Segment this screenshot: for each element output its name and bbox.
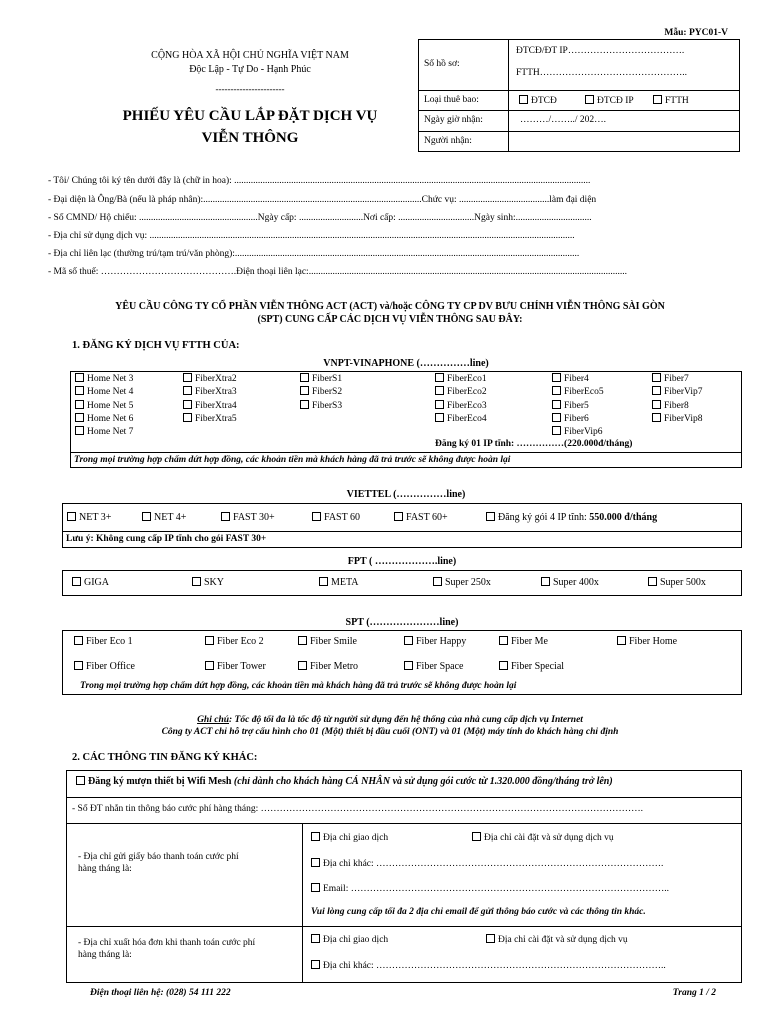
checkbox-icon[interactable] [300, 373, 309, 382]
option-fibereco4[interactable] [435, 413, 487, 424]
option-fibers1[interactable] [300, 373, 342, 384]
checkbox-icon[interactable] [435, 386, 444, 395]
option-fibereco5[interactable] [552, 386, 604, 397]
checkbox-icon[interactable] [183, 413, 192, 422]
option-fiber5[interactable] [552, 400, 589, 411]
option-net-3plus[interactable] [67, 512, 111, 523]
option-fibervip8[interactable] [652, 413, 702, 424]
option-label: Email: ……………………………………………………………………………………….. [323, 884, 669, 894]
ghi-chu-text: : Tốc độ tối đa là tốc độ từ người sử dụng đến hệ thống của nhà cung cấp dịch vụ Internet [229, 715, 583, 725]
option-fast-60plus[interactable] [394, 512, 448, 523]
option-label: SKY [204, 577, 225, 588]
ghi-chu-line1 [40, 715, 740, 725]
checkbox-icon[interactable] [311, 960, 320, 969]
checkbox-icon[interactable] [319, 577, 328, 586]
wifi-mesh-label: Đăng ký mượn thiết bị Wifi Mesh [88, 776, 232, 787]
request-heading: YÊU CẦU CÔNG TY CỔ PHẦN VIỄN THÔNG ACT (ACT) và/hoặc CÔNG TY CP DV BƯU CHÍNH VIỄN THÔNG SÀI GÒN [115, 301, 665, 312]
option-fiber-home[interactable] [617, 636, 677, 647]
option-net-4plus[interactable] [142, 512, 186, 523]
fpt-title: FPT ( ……………….line) [347, 556, 457, 567]
option-label: Địa chỉ giao dịch [323, 833, 389, 843]
option-label: Fiber Eco 1 [86, 636, 133, 647]
option-label: Fiber8 [664, 401, 689, 411]
field-id-card[interactable]: - Số CMND/ Hộ chiếu: ..................................................Ngày cấp: ...........................Nơi cấp: ................................Ngày sinh:................................ [48, 213, 592, 223]
form-code: Mẫu: PYC01-V [664, 28, 728, 38]
option-fiber-office[interactable] [74, 661, 135, 672]
option-fibers3[interactable] [300, 400, 342, 411]
checkbox-icon[interactable] [486, 512, 495, 521]
checkbox-icon[interactable] [74, 636, 83, 645]
option-label: FiberVip8 [664, 414, 703, 424]
checkbox-icon[interactable] [300, 386, 309, 395]
option-label: Địa chỉ khác: ……………………………………………………………………………….. [323, 961, 666, 971]
checkbox-icon[interactable] [311, 858, 320, 867]
checkbox-icon[interactable] [472, 832, 481, 841]
option-label: Địa chỉ khác: ………………………………………………………………………………. [323, 859, 664, 869]
invoice-option-other[interactable] [311, 960, 666, 971]
option-fiber6[interactable] [552, 413, 589, 424]
option-fiber-me[interactable] [499, 636, 548, 647]
option-fiber-eco-1[interactable] [74, 636, 133, 647]
checkbox-dtcd[interactable] [519, 95, 557, 106]
field-contact-address[interactable]: - Địa chỉ liên lạc (thường trú/tạm trú/văn phòng):................................................................................................................................................. [48, 249, 580, 259]
checkbox-icon[interactable] [648, 577, 657, 586]
option-home-net-4[interactable] [75, 386, 133, 397]
option-home-net-3[interactable] [75, 373, 133, 384]
option-label: Fiber4 [564, 374, 589, 384]
page-title-line2: VIỄN THÔNG [201, 130, 299, 146]
checkbox-icon[interactable] [205, 636, 214, 645]
option-fibers2[interactable] [300, 386, 342, 397]
option-fast-30plus[interactable] [221, 512, 275, 523]
option-fibereco1[interactable] [435, 373, 487, 384]
option-label: Fiber Happy [416, 636, 467, 647]
invoice-option-install[interactable] [486, 934, 628, 945]
header-separator: ----------------------- [215, 84, 285, 94]
checkbox-icon[interactable] [394, 512, 403, 521]
billing-option-install[interactable] [472, 832, 614, 843]
option-label: FiberS3 [312, 401, 343, 411]
checkbox-icon[interactable] [653, 95, 662, 104]
checkbox-label: ĐTCĐ IP [597, 96, 634, 106]
vnpt-title: VNPT-VINAPHONE (……………line) [323, 358, 489, 369]
option-fibervip6[interactable] [552, 426, 602, 437]
checkbox-icon[interactable] [652, 413, 661, 422]
motto: Độc Lập - Tự Do - Hạnh Phúc [189, 64, 311, 75]
billing-option-transaction[interactable] [311, 832, 388, 843]
option-home-net-6[interactable] [75, 413, 133, 424]
checkbox-icon[interactable] [541, 577, 550, 586]
country-name: CỘNG HÒA XÃ HỘI CHỦ NGHĨA VIỆT NAM [151, 50, 349, 61]
option-fast-60[interactable] [312, 512, 360, 523]
option-label: Fiber5 [564, 401, 589, 411]
invoice-option-transaction[interactable] [311, 934, 388, 945]
option-fibereco3[interactable] [435, 400, 487, 411]
checkbox-dtcd-ip[interactable] [585, 95, 634, 106]
billing-option-email[interactable] [311, 883, 669, 894]
option-label: NET 4+ [154, 512, 187, 523]
option-label: Fiber6 [564, 414, 589, 424]
option-label: Home Net 3 [87, 374, 134, 384]
option-fiberxtra2[interactable] [183, 373, 237, 384]
option-label: Fiber Eco 2 [217, 636, 264, 647]
option-price: 550.000 đ/tháng [589, 512, 658, 523]
checkbox-icon[interactable] [311, 832, 320, 841]
checkbox-icon[interactable] [192, 577, 201, 586]
option-label: Super 500x [660, 577, 706, 588]
checkbox-icon[interactable] [312, 512, 321, 521]
option-giga[interactable] [72, 577, 109, 588]
invoice-address-label-2: hàng tháng là: [78, 950, 132, 960]
field-service-address[interactable]: - Địa chỉ sử dụng dịch vụ: ................................................................................................................................................................................... [48, 231, 575, 241]
checkbox-icon[interactable] [404, 636, 413, 645]
request-heading-line2: (SPT) CUNG CẤP CÁC DỊCH VỤ VIỄN THÔNG SAU ĐÂY: [257, 314, 523, 325]
option-label: Home Net 7 [87, 427, 134, 437]
option-label: GIGA [84, 577, 109, 588]
checkbox-icon[interactable] [183, 373, 192, 382]
option-fiber-special[interactable] [499, 661, 564, 672]
page-title: PHIẾU YÊU CẦU LẮP ĐẶT DỊCH VỤ [122, 108, 378, 124]
option-fibereco2[interactable] [435, 386, 487, 397]
checkbox-icon[interactable] [311, 883, 320, 892]
checkbox-icon[interactable] [183, 400, 192, 409]
checkbox-icon[interactable] [142, 512, 151, 521]
option-label: FiberS2 [312, 387, 343, 397]
checkbox-icon[interactable] [75, 400, 84, 409]
checkbox-icon[interactable] [652, 400, 661, 409]
option-fiber-metro[interactable] [298, 661, 358, 672]
vnpt-refund-note: Trong mọi trường hợp chấm dứt hợp đồng, các khoản tiền mà khách hàng đã trả trước sẽ không được hoàn lại [74, 455, 511, 465]
option-fibervip7[interactable] [652, 386, 702, 397]
viettel-note: Lưu ý: Không cung cấp IP tĩnh cho gói FAST 30+ [66, 534, 267, 544]
billing-email-note: Vui lòng cung cấp tối đa 2 địa chỉ email để gửi thông báo cước và các thông tin khác. [311, 907, 646, 917]
option-fiberxtra4[interactable] [183, 400, 237, 411]
so-ho-so-dtcd[interactable]: ĐTCĐ/ĐT IP………………………………. [516, 46, 685, 56]
checkbox-icon[interactable] [552, 373, 561, 382]
option-label: FAST 60 [324, 512, 361, 523]
ghi-chu-line2: Công ty ACT chỉ hỗ trợ cấu hình cho 01 (Một) thiết bị đầu cuối (ONT) và 01 (Một) máy tính do khách hàng chỉ định [161, 727, 619, 737]
option-fiber-eco-2[interactable] [205, 636, 264, 647]
option-fiber-happy[interactable] [404, 636, 466, 647]
option-super-400x[interactable] [541, 577, 599, 588]
checkbox-icon[interactable] [205, 661, 214, 670]
option-label: FiberXtra3 [195, 387, 237, 397]
checkbox-icon[interactable] [76, 776, 85, 785]
billing-address-label-2: hàng tháng là: [78, 864, 132, 874]
option-label: Địa chỉ cài đặt và sử dụng dịch vụ [498, 935, 628, 945]
checkbox-icon[interactable] [300, 400, 309, 409]
option-label: Địa chỉ cài đặt và sử dụng dịch vụ [484, 833, 614, 843]
option-label: FiberS1 [312, 374, 343, 384]
checkbox-icon[interactable] [183, 386, 192, 395]
option-label: Fiber Tower [217, 661, 266, 672]
wifi-mesh-option[interactable] [76, 776, 613, 787]
option-label: Fiber Smile [310, 636, 357, 647]
checkbox-icon[interactable] [486, 934, 495, 943]
checkbox-icon[interactable] [75, 386, 84, 395]
option-label: NET 3+ [79, 512, 112, 523]
ngay-gio-label: Ngày giờ nhận: [424, 115, 483, 125]
option-label: FiberVip7 [664, 387, 703, 397]
option-fiber8[interactable] [652, 400, 689, 411]
option-label: Home Net 6 [87, 414, 134, 424]
option-home-net-5[interactable] [75, 400, 133, 411]
checkbox-icon[interactable] [552, 400, 561, 409]
checkbox-label: ĐTCĐ [531, 96, 557, 106]
field-tax-phone[interactable]: - Mã số thuế: …………………………………….Điện thoại liên lạc:...................................................................................................................................... [48, 267, 627, 277]
checkbox-icon[interactable] [67, 512, 76, 521]
option-label: Fiber Space [416, 661, 464, 672]
option-label: Đăng ký gói 4 IP tĩnh: [498, 512, 590, 523]
so-ho-so-label: Số hồ sơ: [424, 59, 460, 69]
checkbox-icon[interactable] [75, 413, 84, 422]
option-fiber7[interactable] [652, 373, 689, 384]
so-ho-so-ftth[interactable]: FTTH……………………………………….. [516, 68, 687, 78]
checkbox-label: FTTH [665, 96, 689, 106]
option-label: Fiber Office [86, 661, 135, 672]
option-label: Fiber Me [511, 636, 548, 647]
option-label: Fiber Special [511, 661, 565, 672]
option-sky[interactable] [192, 577, 224, 588]
viettel-title: VIETTEL (……………line) [346, 489, 466, 500]
checkbox-icon[interactable] [435, 373, 444, 382]
option-fiberxtra5[interactable] [183, 413, 237, 424]
section2-title: 2. CÁC THÔNG TIN ĐĂNG KÝ KHÁC: [72, 752, 258, 763]
checkbox-icon[interactable] [298, 636, 307, 645]
billing-option-other[interactable] [311, 858, 663, 869]
invoice-address-label: - Địa chỉ xuất hóa đơn khi thanh toán cước phí [78, 938, 256, 948]
checkbox-icon[interactable] [435, 413, 444, 422]
option-fiberxtra3[interactable] [183, 386, 237, 397]
checkbox-icon[interactable] [552, 386, 561, 395]
option-super-250x[interactable] [433, 577, 491, 588]
checkbox-icon[interactable] [433, 577, 442, 586]
option-label: Home Net 4 [87, 387, 134, 397]
checkbox-icon[interactable] [74, 661, 83, 670]
checkbox-ftth[interactable] [653, 95, 689, 106]
checkbox-icon[interactable] [75, 373, 84, 382]
option-label: FiberXtra2 [195, 374, 237, 384]
option-super-500x[interactable] [648, 577, 706, 588]
checkbox-icon[interactable] [652, 386, 661, 395]
ngay-gio-field[interactable]: ………/……../ 202…. [520, 115, 607, 125]
option-label: Địa chỉ giao dịch [323, 935, 389, 945]
option-label: Home Net 5 [87, 401, 134, 411]
checkbox-icon[interactable] [585, 95, 594, 104]
checkbox-icon[interactable] [499, 636, 508, 645]
phone-notify-field[interactable]: - Số ĐT nhắn tin thông báo cước phí hàng tháng: …………………………………………………………………………………………………………. [72, 804, 643, 814]
option-label: FiberXtra5 [195, 414, 237, 424]
option-label: FAST 30+ [233, 512, 275, 523]
option-fiber-space[interactable] [404, 661, 464, 672]
option-fiber-tower[interactable] [205, 661, 266, 672]
option-label: FiberEco2 [447, 387, 487, 397]
checkbox-icon[interactable] [435, 400, 444, 409]
footer-page-number: Trang 1 / 2 [672, 988, 716, 998]
fpt-box [62, 570, 742, 596]
vnpt-box [70, 371, 742, 468]
option-label: Super 250x [445, 577, 491, 588]
option-label: FiberEco5 [564, 387, 604, 397]
option-label: Fiber Metro [310, 661, 359, 672]
billing-address-label: - Địa chỉ gửi giấy báo thanh toán cước phí [78, 852, 239, 862]
nguoi-nhan-label: Người nhận: [424, 136, 472, 146]
checkbox-icon[interactable] [519, 95, 528, 104]
ghi-chu-label: Ghi chú [197, 715, 230, 725]
option-4-static-ip[interactable] [486, 512, 657, 523]
wifi-mesh-note: (chỉ dành cho khách hàng CÁ NHÂN và sử dụng gói cước từ 1.320.000 đồng/tháng trở lên) [231, 776, 613, 787]
option-meta[interactable] [319, 577, 359, 588]
option-label: FiberEco1 [447, 374, 487, 384]
loai-thue-bao-label: Loại thuê bao: [424, 95, 479, 105]
option-label: FiberVip6 [564, 427, 603, 437]
section1-title: 1. ĐĂNG KÝ DỊCH VỤ FTTH CỦA: [72, 340, 240, 351]
checkbox-icon[interactable] [75, 426, 84, 435]
option-label: FiberXtra4 [195, 401, 237, 411]
checkbox-icon[interactable] [72, 577, 81, 586]
checkbox-icon[interactable] [652, 373, 661, 382]
spt-refund-note: Trong mọi trường hợp chấm dứt hợp đồng, các khoản tiền mà khách hàng đã trả trước sẽ không được hoàn lại [80, 681, 517, 691]
spt-title: SPT (…………………line) [345, 617, 459, 628]
option-label: Super 400x [553, 577, 599, 588]
option-label: FAST 60+ [406, 512, 448, 523]
option-label: FiberEco4 [447, 414, 487, 424]
option-label: Fiber7 [664, 374, 689, 384]
checkbox-icon[interactable] [298, 661, 307, 670]
vnpt-ip-note[interactable]: Đăng ký 01 IP tĩnh: ……………(220.000đ/tháng) [435, 439, 633, 449]
option-label: FiberEco3 [447, 401, 487, 411]
checkbox-icon[interactable] [552, 426, 561, 435]
option-fiber4[interactable] [552, 373, 589, 384]
option-label: META [331, 577, 359, 588]
checkbox-icon[interactable] [499, 661, 508, 670]
option-label: Fiber Home [629, 636, 678, 647]
checkbox-icon[interactable] [311, 934, 320, 943]
field-full-name[interactable]: - Tôi/ Chúng tôi ký tên dưới đây là (chữ in hoa): ...................................................................................................................................................... [48, 176, 591, 186]
section2-table [66, 770, 742, 983]
field-representative[interactable]: - Đại diện là Ông/Bà (nếu là pháp nhân):............................................................................................Chức vụ: ......................................làm đại diện [48, 195, 597, 205]
checkbox-icon[interactable] [221, 512, 230, 521]
checkbox-icon[interactable] [404, 661, 413, 670]
option-fiber-smile[interactable] [298, 636, 357, 647]
checkbox-icon[interactable] [617, 636, 626, 645]
option-home-net-7[interactable] [75, 426, 133, 437]
checkbox-icon[interactable] [552, 413, 561, 422]
footer-phone: Điện thoại liên hệ: (028) 54 111 222 [90, 988, 231, 998]
